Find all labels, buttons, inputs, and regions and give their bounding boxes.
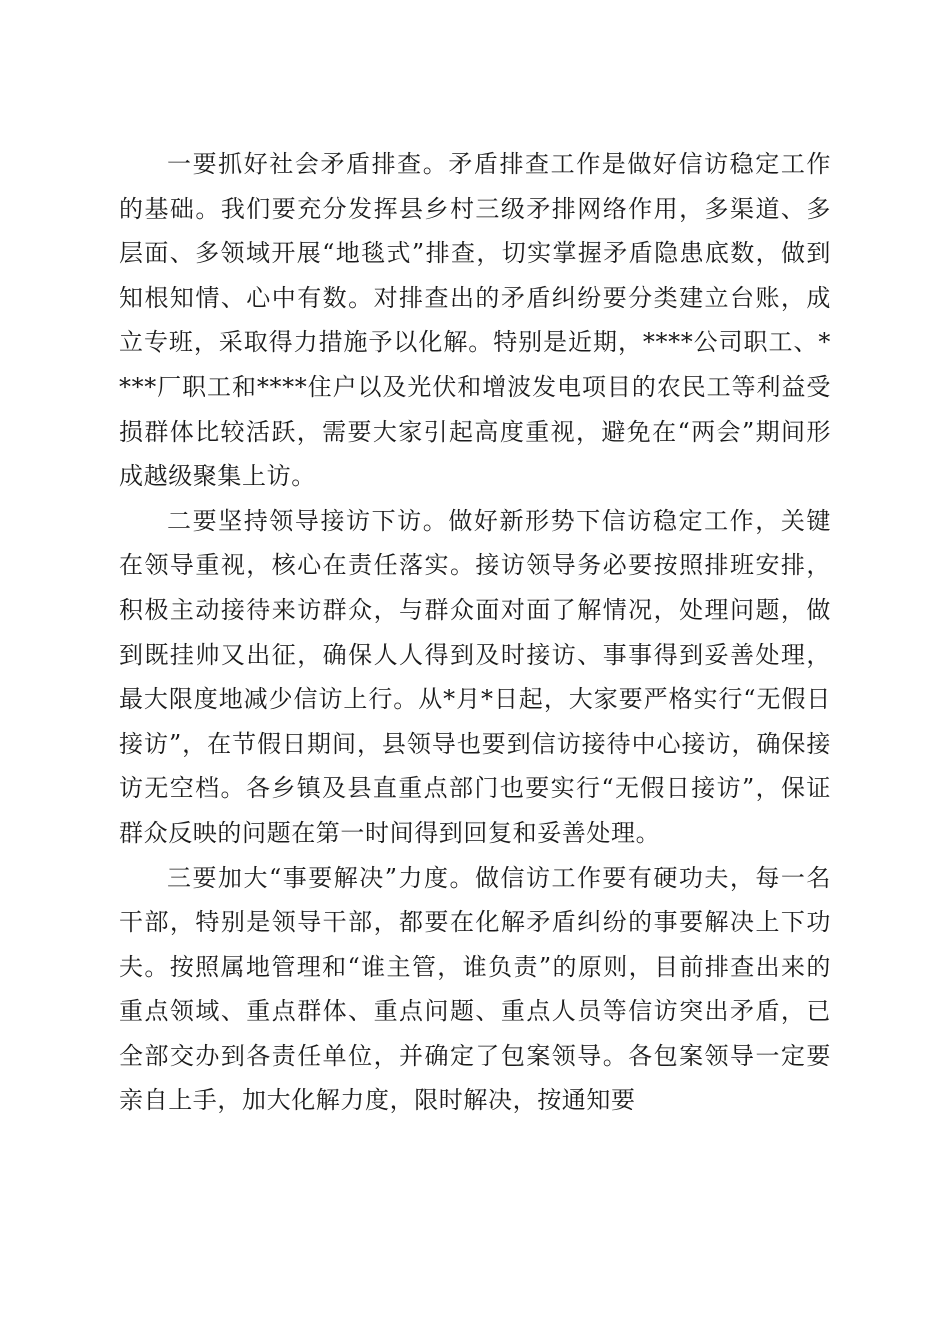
document-body [119,142,831,1123]
paragraph-1: 一要抓好社会矛盾排查。矛盾排查工作是做好信访稳定工作的基础。我们要充分发挥县乡村三级矛排网络作用，多渠道、多层面、多领域开展“地毯式”排查，切实掌握矛盾隐患底数，做到知根知情、心中有数。对排查出的矛盾纠纷要分类建立台账，成立专班，采取得力措施予以化解。特别是近期，****公司职工、****厂职工和****住户以及光伏和增波发电项目的农民工等利益受损群体比较活跃，需要大家引起高度重视，避免在“两会”期间形成越级聚集上访。 [119,150,831,491]
paragraph-3: 三要加大“事要解决”力度。做信访工作要有硬功夫，每一名干部，特别是领导干部，都要在化解矛盾纠纷的事要解决上下功夫。按照属地管理和“谁主管，谁负责”的原则，目前排查出来的重点领域、重点群体、重点问题、重点人员等信访突出矛盾，已全部交办到各责任单位，并确定了包案领导。各包案领导一定要亲自上手，加大化解力度，限时解决，按通知要 [119,863,831,1115]
paragraph-2: 二要坚持领导接访下访。做好新形势下信访稳定工作，关键在领导重视，核心在责任落实。接访领导务必要按照排班安排，积极主动接待来访群众，与群众面对面了解情况，处理问题，做到既挂帅又出征，确保人人得到及时接访、事事得到妥善处理，最大限度地减少信访上行。从*月*日起，大家要严格实行“无假日接访”，在节假日期间，县领导也要到信访接待中心接访，确保接访无空档。各乡镇及县直重点部门也要实行“无假日接访”，保证群众反映的问题在第一时间得到回复和妥善处理。 [119,506,831,847]
